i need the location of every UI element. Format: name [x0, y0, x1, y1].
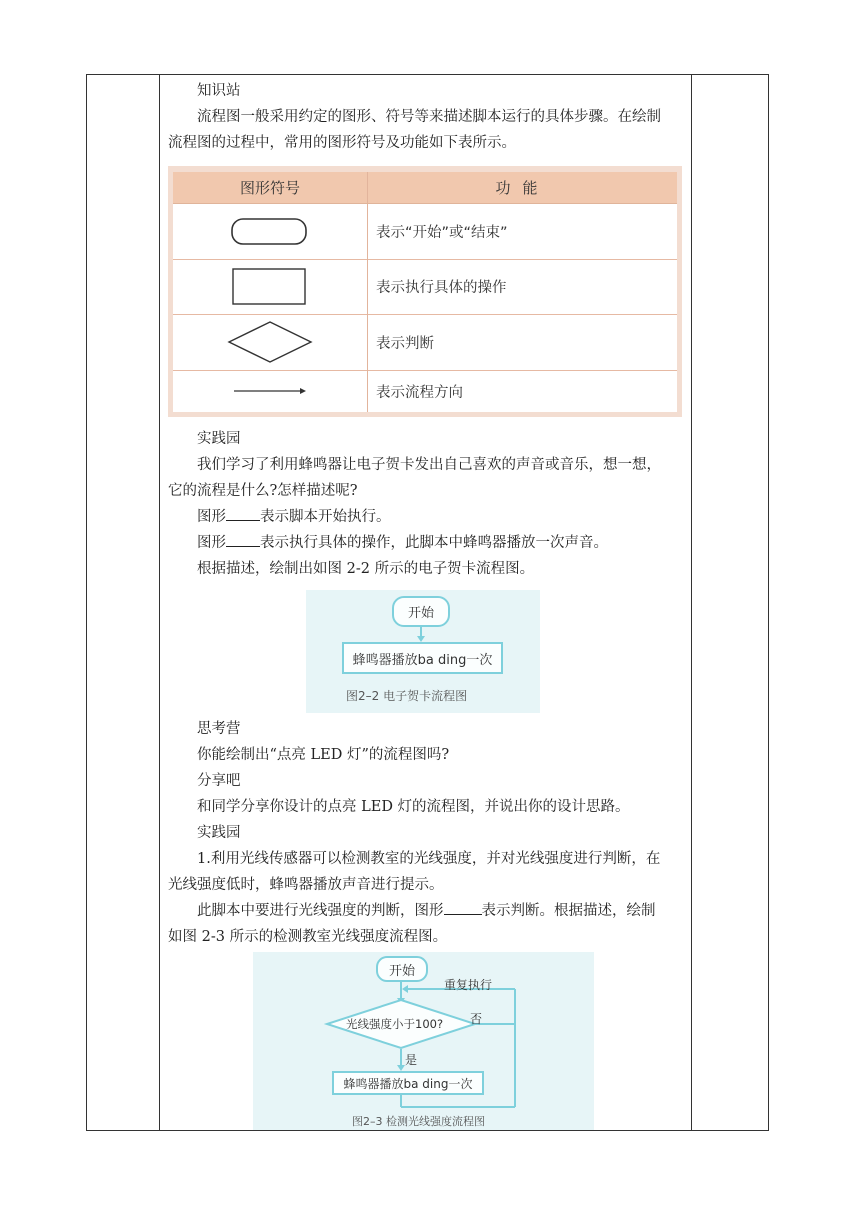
fill-blank-2: 图形 表示执行具体的操作，此脚本中蜂鸣器播放一次声音。 — [168, 532, 683, 554]
knowledge-line: 流程图的过程中，常用的图形符号及功能如下表所示。 — [168, 135, 516, 151]
action-node: 蜂鸣器播放ba ding一次 — [342, 642, 503, 674]
lesson-content — [168, 80, 683, 154]
knowledge-paragraph-cont — [168, 132, 683, 154]
start-node: 开始 — [376, 956, 428, 982]
symbol-row — [173, 204, 677, 260]
knowledge-title: 知识站 — [197, 83, 241, 99]
header-function: 功能 — [495, 179, 550, 197]
answer-blank[interactable] — [444, 900, 482, 915]
symbol-row — [173, 259, 677, 315]
figure-caption: 图2–3 检测光线强度流程图 — [352, 1115, 485, 1128]
think-share-block — [168, 718, 683, 948]
start-node: 开始 — [392, 596, 450, 627]
symbol-table-header — [173, 172, 677, 204]
knowledge-paragraph — [168, 106, 683, 128]
condition-node: 光线强度小于100? — [346, 1017, 444, 1031]
rectangle-icon — [230, 267, 310, 307]
fill-blank-1: 图形 表示脚本开始执行。 — [168, 506, 683, 528]
symbol-row-text: 表示流程方向 — [376, 384, 463, 401]
think-question: 你能绘制出“点亮 LED 灯”的流程图吗? — [197, 747, 450, 763]
practice1-question: 我们学习了利用蜂鸣器让电子贺卡发出自己喜欢的声音或音乐，想一想， — [197, 457, 661, 473]
symbol-row-text: 表示执行具体的操作 — [376, 280, 507, 296]
symbol-row — [173, 370, 677, 412]
practice1-block — [168, 428, 683, 580]
answer-blank[interactable] — [226, 506, 260, 521]
think-title: 思考营 — [197, 721, 241, 737]
no-label: 否 — [470, 1012, 483, 1026]
figure-2-3 — [253, 952, 594, 1130]
practice1-describe: 根据描述，绘制出如图 2-2 所示的电子贺卡流程图。 — [197, 561, 535, 577]
yes-label: 是 — [405, 1053, 418, 1067]
symbol-row-text: 表示“开始”或“结束” — [376, 225, 508, 241]
practice2-title: 实践园 — [197, 825, 241, 841]
practice1-title: 实践园 — [197, 431, 241, 447]
practice2-item: 1.利用光线传感器可以检测教室的光线强度，并对光线强度进行判断，在 — [197, 851, 661, 867]
header-symbol: 图形符号 — [239, 179, 300, 197]
column-divider — [691, 75, 692, 1130]
action-node: 蜂鸣器播放ba ding一次 — [332, 1071, 484, 1095]
figure-2-2 — [306, 590, 540, 713]
figure-caption: 图2–2 电子贺卡流程图 — [346, 689, 468, 703]
symbol-row — [173, 314, 677, 371]
rounded-rectangle-icon — [230, 217, 310, 247]
knowledge-line: 流程图一般采用约定的图形、符号等来描述脚本运行的具体步骤。在绘制 — [197, 109, 661, 125]
diamond-icon — [225, 319, 315, 365]
arrow-icon — [230, 385, 310, 397]
fill-blank-3: 此脚本中要进行光线强度的判断，图形 表示判断。根据描述，绘制 — [168, 900, 683, 922]
practice2-describe: 如图 2-3 所示的检测教室光线强度流程图。 — [168, 929, 448, 945]
practice1-question-cont: 它的流程是什么?怎样描述呢? — [168, 483, 358, 499]
symbol-table — [168, 166, 682, 417]
share-title: 分享吧 — [197, 773, 241, 789]
share-text: 和同学分享你设计的点亮 LED 灯的流程图，并说出你的设计思路。 — [197, 799, 630, 815]
column-divider — [159, 75, 160, 1130]
practice2-item-cont: 光线强度低时，蜂鸣器播放声音进行提示。 — [168, 877, 444, 893]
symbol-row-text: 表示判断 — [376, 335, 434, 352]
repeat-label: 重复执行 — [444, 978, 493, 992]
answer-blank[interactable] — [226, 532, 260, 547]
